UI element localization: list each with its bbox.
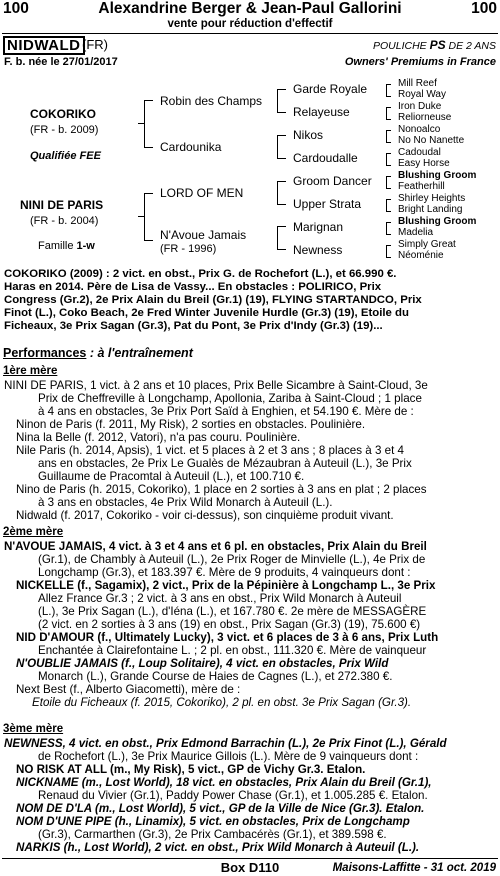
sire-info: (FR - b. 2009): [30, 124, 99, 136]
gen4-name: Madelia: [398, 227, 434, 238]
second-dam-line: Monarch (L.), Grande Course de Haies de Cagnes (L.), et 272.380 €.: [38, 670, 393, 683]
second-dam-heading: 2ème mère: [3, 526, 64, 538]
second-dam-line: Longchamp (Gr.3), et 183.397 €. Mère de 9 produits, 4 vainqueurs dont :: [38, 566, 411, 579]
sex-label: POULICHE: [372, 40, 427, 52]
sire-summary-line: Ficheaux, 3e Prix Sagan (Gr.3), Pat du Pont, 3e Prix d'Indy (Gr.3) (19)...: [4, 320, 383, 332]
second-dam-text: [4, 540, 498, 709]
horse-origin: (FR): [82, 37, 108, 52]
gen3-brace: [386, 222, 391, 235]
gen4-name: Mill Reef: [398, 78, 437, 89]
sale-location-date: Maisons-Laffitte - 31 oct. 2019: [332, 862, 496, 874]
family-number: 1-w: [76, 240, 95, 252]
sale-subtitle: vente pour réduction d'effectif: [167, 18, 333, 30]
lot-number-left: 100: [3, 0, 29, 17]
gen4-name: Néoménie: [398, 250, 444, 261]
gen3-brace: [386, 130, 391, 143]
third-dam-line: NEWNESS, 4 vict. en obst., Prix Edmond Barrachin (L.), 2e Prix Finot (L.), Gérald: [4, 737, 447, 750]
header-rule: [2, 33, 498, 34]
birth-info: F. b. née le 27/01/2017: [4, 56, 118, 68]
performances-label: Performances: [3, 346, 87, 360]
first-dam-line: NINI DE PARIS, 1 vict. à 2 ans et 10 places, Prix Belle Sicambre à Saint-Cloud, 3e: [4, 379, 428, 392]
gen2-info: (FR - 1996): [160, 243, 217, 255]
page-header: [0, 0, 500, 17]
gen2-brace: [277, 181, 286, 205]
box-number: Box D110: [220, 860, 280, 875]
gen4-name: Bright Landing: [398, 204, 463, 215]
first-dam-line: Ninon de Paris (f. 2011, My Risk), 2 sorties en obstacles. Poulinière.: [16, 418, 366, 431]
second-dam-line: NICKELLE (f., Sagamix), 2 vict., Prix de la Pépinière à Longchamp L., 3e Prix: [16, 579, 436, 592]
third-dam-text: [4, 737, 498, 854]
ps-label: PS: [429, 38, 446, 52]
first-dam-line: à 3 ans en obstacles, 4e Prix Wild Monarch à Auteuil (L.).: [38, 496, 333, 509]
sire-summary-line: Haras en 2014. Père de Lisa de Vassy... En obstacles : POLIRICO, Prix: [4, 281, 382, 293]
first-dam-line: Guillaume de Pracomtal à Auteuil (L.), et 100.710 €.: [38, 470, 305, 483]
gen4-name: Blushing Groom: [398, 170, 477, 181]
second-dam-line: Allez France Gr.3 ; 2 vict. à 3 ans en obst., Prix Wild Monarch à Auteuil: [38, 592, 402, 605]
gen3-name: Relayeuse: [293, 105, 350, 119]
gen4-name: No No Nanette: [398, 135, 465, 146]
sire-name: COKORIKO: [30, 107, 96, 121]
family-label: Famille: [38, 240, 74, 252]
gen3-brace: [386, 199, 391, 212]
second-dam-line: NID D'AMOUR (f., Ultimately Lucky), 3 vict. et 6 places de 3 à 6 ans, Prix Luth: [16, 631, 439, 644]
first-dam-line: Nina la Belle (f. 2012, Vatori), n'a pas couru. Poulinière.: [16, 431, 301, 444]
gen3-name: Cardoudalle: [293, 151, 358, 165]
dam-brace: [144, 193, 153, 241]
first-dam-line: Nidwald (f. 2017, Cokoriko - voir ci-dessus), son cinquième produit vivant.: [16, 509, 394, 522]
second-dam-line: N'OUBLIE JAMAIS (f., Loup Solitaire), 4 vict. en obstacles, Prix Wild: [16, 657, 389, 670]
dam-name: NINI DE PARIS: [20, 198, 104, 212]
third-dam-line: NICKNAME (m., Lost World), 18 vict. en obstacles, Prix Alain du Breil (Gr.1),: [16, 776, 432, 789]
footer-rule: [2, 858, 498, 859]
first-dam-line: Nile Paris (h. 2014, Apsis), 1 vict. et 5 places à 2 et 3 ans ; 8 places à 3 et 4: [16, 444, 404, 457]
gen4-name: Nonoalco: [398, 124, 441, 135]
sire-summary: [4, 268, 498, 333]
gen3-name: Garde Royale: [293, 82, 368, 96]
premiums-label: Owners' Premiums in France: [344, 56, 496, 68]
gen2-brace: [277, 135, 286, 159]
gen4-name: Royal Way: [398, 89, 446, 100]
gen3-brace: [386, 84, 391, 97]
gen2-name: Robin des Champs: [160, 94, 263, 108]
gen2-brace: [277, 89, 286, 113]
gen2-name: LORD OF MEN: [160, 186, 244, 200]
vendor-name: Alexandrine Berger & Jean-Paul Gallorini: [98, 0, 402, 17]
second-dam-line: Next Best (f., Alberto Giacometti), mère de :: [16, 683, 241, 696]
performances-value: : à l'entraînement: [89, 346, 193, 360]
gen4-name: Reliorneuse: [398, 112, 452, 123]
sire-brace: [144, 100, 153, 148]
gen4-name: Iron Duke: [398, 101, 442, 112]
gen3-brace: [386, 107, 391, 120]
gen3-name: Marignan: [293, 220, 344, 234]
second-dam-line: N'AVOUE JAMAIS, 4 vict. à 3 et 4 ans et 6 pl. en obstacles, Prix Alain du Breil: [4, 540, 427, 553]
sire-summary-line: Finot (L.), Coko Beach, 2e Fred Winter Juvenile Hurdle (Gr.3) (19), Etoile du: [4, 307, 409, 319]
third-dam-line: (Gr.3), Carmarthen (Gr.3), 2e Prix Cambacérès (Gr.1), et 389.598 €.: [38, 828, 387, 841]
horse-name: NIDWALD: [3, 36, 85, 55]
gen3-brace: [386, 176, 391, 189]
sire-summary-line: COKORIKO (2009) : 2 vict. en obst., Prix G. de Rochefort (L.), et 66.990 €.: [4, 268, 397, 280]
dam-info: (FR - b. 2004): [30, 215, 99, 227]
gen4-name: Cadoudal: [398, 147, 441, 158]
sire-note: Qualifiée FEE: [30, 150, 101, 162]
gen3-brace: [386, 245, 391, 258]
gen2-name: Cardounika: [160, 140, 222, 154]
third-dam-line: de Rochefort (L.), 3e Prix Maurice Gillois (L.). Mère de 9 vainqueurs dont :: [38, 750, 419, 763]
dam-family: [38, 240, 95, 252]
first-dam-line: Prix de Cheffreville à Longchamp, Apollonia, Zariba à Saint-Cloud ; 1 place: [38, 392, 422, 405]
first-dam-line: ans en obstacles, 2e Prix Le Gualès de Mézaubran à Auteuil (L.), 3e Prix: [38, 457, 412, 470]
gen2-brace: [277, 226, 286, 250]
gen4-name: Featherhill: [398, 181, 445, 192]
gen4-name: Simply Great: [398, 239, 456, 250]
third-dam-heading: 3ème mère: [3, 723, 64, 735]
gen4-name: Shirley Heights: [398, 193, 466, 204]
second-dam-line: (Gr.1), de Chambly à Auteuil (L.), 2e Prix Roger de Minvielle (L.), 4e Prix de: [38, 553, 426, 566]
third-dam-line: NARKIS (h., Lost World), 2 vict. en obst., Prix Wild Monarch à Auteuil (L.).: [16, 841, 420, 854]
third-dam-line: NO RISK AT ALL (m., My Risk), 5 vict., GP de Vichy Gr.3. Etalon.: [16, 763, 366, 776]
first-dam-heading: 1ère mère: [3, 365, 58, 377]
gen3-name: Upper Strata: [293, 197, 362, 211]
gen3-brace: [386, 153, 391, 166]
age-label: DE 2 ANS: [448, 40, 496, 52]
gen3-name: Nikos: [293, 128, 324, 142]
first-dam-line: Nino de Paris (h. 2015, Cokoriko), 1 place en 2 sorties à 3 ans en plat ; 2 places: [16, 483, 427, 496]
gen4-name: Easy Horse: [398, 158, 450, 169]
gen3-name: Groom Dancer: [293, 174, 372, 188]
lot-number-right: 100: [471, 0, 497, 17]
third-dam-line: NOM D'UNE PIPE (h., Linamix), 5 vict. en obstacles, Prix de Longchamp: [16, 815, 410, 828]
horse-sex-line: [373, 39, 496, 53]
third-dam-line: NOM DE D'LA (m., Lost World), 5 vict., GP de la Ville de Nice (Gr.3). Etalon.: [16, 802, 425, 815]
third-dam-line: Renaud du Vivier (Gr.1), Paddy Power Chase (Gr.1), et 1.005.285 €. Etalon.: [38, 789, 428, 802]
gen3-name: Newness: [293, 243, 343, 257]
second-dam-line: (L.), 3e Prix Sagan (L.), d'Iéna (L.), et 167.780 €. 2e mère de MESSAGÈRE: [38, 605, 427, 618]
sire-summary-line: Congress (Gr.2), 2e Prix Alain du Breil (Gr.1) (19), FLYING STARTANDCO, Prix: [4, 294, 422, 306]
second-dam-line: Etoile du Ficheaux (f. 2015, Cokoriko), 2 pl. en obst. 3e Prix Sagan (Gr.3).: [32, 696, 412, 709]
second-dam-line: Enchantée à Clairefontaine L. ; 2 pl. en obst., 111.320 €. Mère de vainqueur: [38, 644, 427, 657]
dam-brace-tick: [138, 216, 145, 217]
second-dam-line: (2 vict. en 2 sorties à 3 ans (19) en obst., Prix Sagan (Gr.3) (19), 75.600 €): [38, 618, 421, 631]
first-dam-line: à 4 ans en obstacles, 3e Prix Port Saïd à Enghien, et 54.190 €. Mère de :: [38, 405, 414, 418]
performances-heading: [3, 346, 193, 360]
sire-brace-tick: [138, 123, 145, 124]
first-dam-text: [4, 379, 498, 522]
gen2-name: N'Avoue Jamais: [160, 228, 247, 242]
gen4-name: Blushing Groom: [398, 216, 477, 227]
